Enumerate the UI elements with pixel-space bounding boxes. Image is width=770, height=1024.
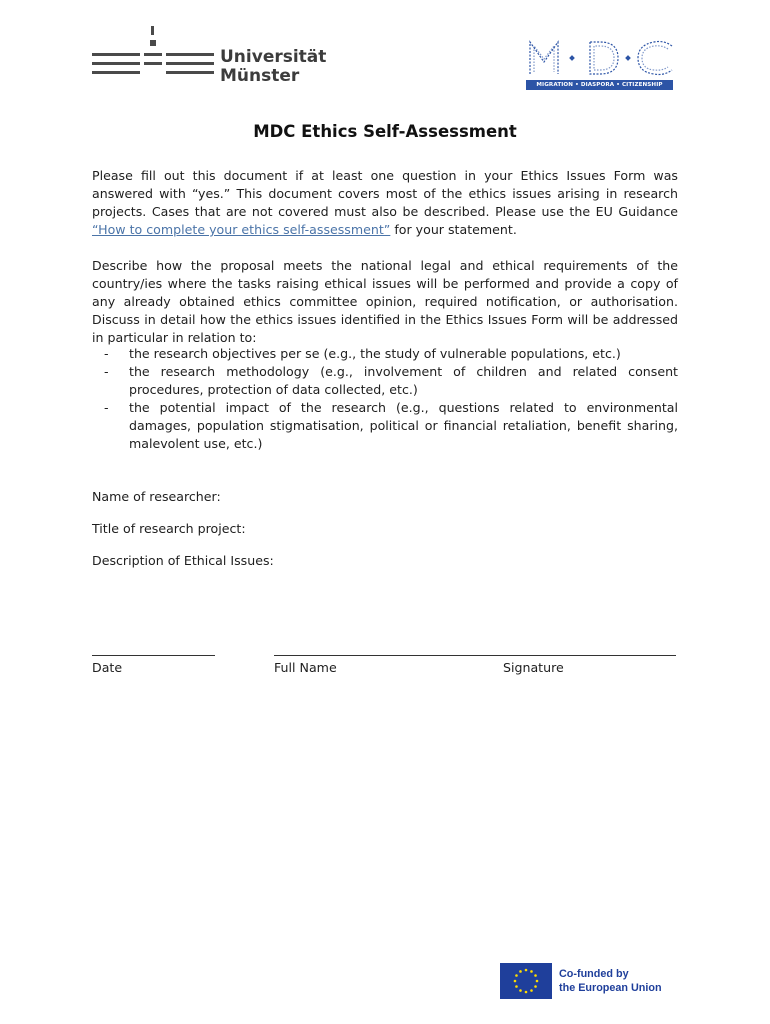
logo-bar xyxy=(92,71,140,74)
date-line xyxy=(92,655,215,656)
intro-text: Please fill out this document if at least one question in your Ethics Issues Form was answered with “yes.” This document covers most of the ethics issues arising in research projects. Cases that are not covered must also be described. Please use the EU Guidance xyxy=(92,168,678,219)
eu-text-line1: Co-funded by xyxy=(559,968,629,980)
eu-stars-graphic xyxy=(500,963,552,999)
bullet-dash: - xyxy=(104,364,109,379)
mdc-tagline: MIGRATION • DIASPORA • CITIZENSHIP xyxy=(526,80,673,90)
eu-star xyxy=(525,991,528,994)
project-title-label: Title of research project: xyxy=(92,521,246,536)
eu-flag-icon xyxy=(500,963,552,999)
eu-star xyxy=(530,989,533,992)
eu-star xyxy=(525,969,528,972)
eu-star xyxy=(530,970,533,973)
logo-bar xyxy=(92,53,140,56)
eu-star xyxy=(536,980,539,983)
logo-bar xyxy=(166,53,214,56)
list-item xyxy=(92,399,678,453)
logo-bar xyxy=(144,53,162,56)
eu-guidance-link[interactable]: “How to complete your ethics self-assessment” xyxy=(92,222,391,237)
eu-star xyxy=(515,974,518,977)
bullet-text: the research methodology (e.g., involvement of children and related consent procedures, protection of data collected, etc.) xyxy=(129,364,678,397)
eu-text-line2: the European Union xyxy=(559,982,662,994)
logo-mark xyxy=(150,40,156,46)
logo-bar xyxy=(166,71,214,74)
name-signature-line xyxy=(274,655,676,656)
describe-paragraph: Describe how the proposal meets the national legal and ethical requirements of the country/ies where the tasks raising ethical issues will be performed and provide a copy of any already obtained ethics committee opinion, required notification, or authorisation. Discuss in detail how the ethics issues identified in the Ethics Issues Form will be addressed in particular in relation to: xyxy=(92,258,678,345)
signature-label: Signature xyxy=(503,660,564,675)
eu-cofunded-text xyxy=(559,967,662,995)
bullet-text: the research objectives per se (e.g., the study of vulnerable populations, etc.) xyxy=(129,346,621,361)
bullet-dash: - xyxy=(104,346,109,361)
eu-star xyxy=(519,989,522,992)
university-name xyxy=(220,48,326,86)
bullet-dash: - xyxy=(104,400,109,415)
date-label: Date xyxy=(92,660,123,675)
bullet-text: the potential impact of the research (e.g., questions related to environmental damages, population stigmatisation, political or financial retaliation, benefit sharing, malevolent use, etc.) xyxy=(129,400,678,451)
university-logo xyxy=(92,26,332,90)
university-name-line1: Universität xyxy=(220,47,327,67)
mdc-letters-graphic xyxy=(526,36,674,80)
list-item xyxy=(92,345,678,363)
eu-star xyxy=(534,985,537,988)
logo-bar xyxy=(166,62,214,65)
logo-mark xyxy=(151,26,154,35)
intro-text-end: for your statement. xyxy=(390,222,517,237)
eu-star xyxy=(519,970,522,973)
logo-bar xyxy=(92,62,140,65)
full-name-label: Full Name xyxy=(274,660,337,675)
mdc-logo xyxy=(526,36,674,90)
page-title: MDC Ethics Self-Assessment xyxy=(253,122,517,141)
intro-paragraph xyxy=(92,167,678,239)
list-item xyxy=(92,363,678,399)
eu-star xyxy=(514,980,517,983)
logo-bar xyxy=(144,62,162,65)
eu-star xyxy=(515,985,518,988)
researcher-name-label: Name of researcher: xyxy=(92,489,221,504)
ethical-issues-label: Description of Ethical Issues: xyxy=(92,553,274,568)
university-name-line2: Münster xyxy=(220,66,300,86)
eu-star xyxy=(534,974,537,977)
